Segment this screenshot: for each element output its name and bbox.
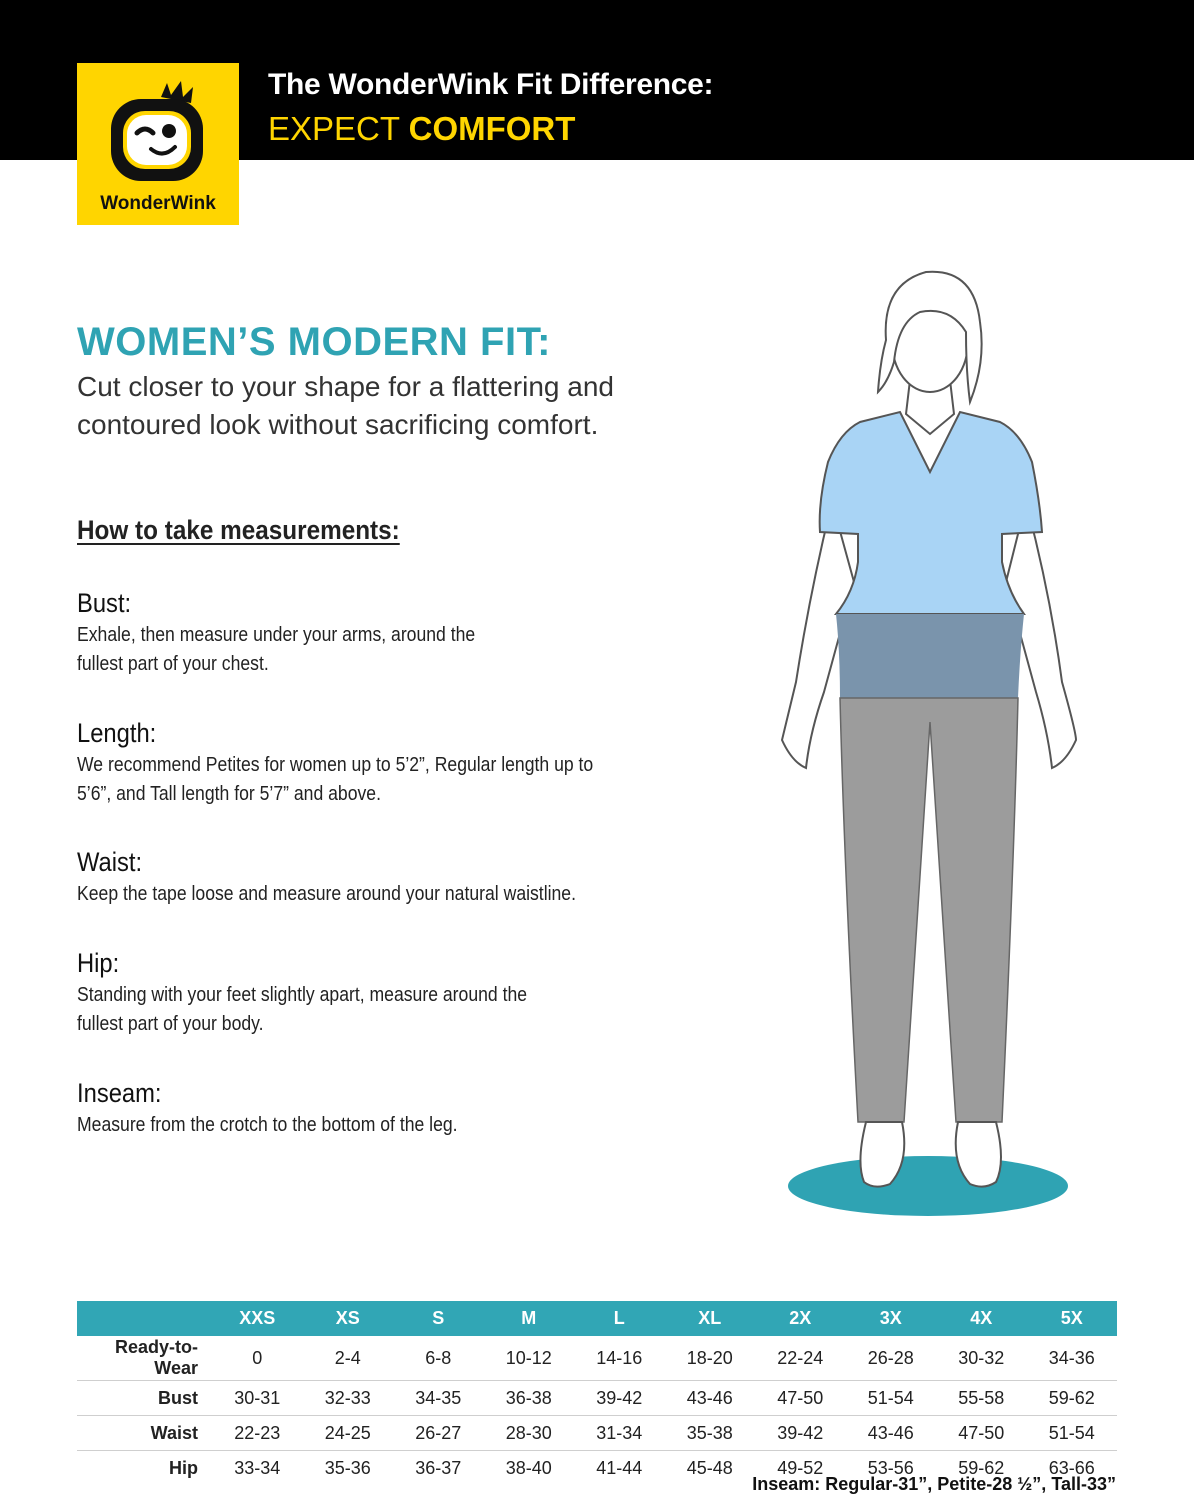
header-subtitle-light: EXPECT: [268, 110, 400, 147]
table-cell: 10-12: [484, 1336, 575, 1381]
table-cell: 36-37: [415, 1457, 462, 1478]
size-header-cell: 3X: [846, 1301, 937, 1336]
row-label: Hip: [169, 1457, 198, 1478]
table-cell: 59-62: [958, 1457, 1005, 1478]
table-row: [77, 1416, 1117, 1451]
size-header-cell: 5X: [1027, 1301, 1118, 1336]
table-cell: 49-52: [777, 1457, 824, 1478]
table-cell: 51-54: [1027, 1416, 1118, 1451]
table-cell: 47-50: [755, 1381, 846, 1416]
table-row: [77, 1381, 1117, 1416]
table-cell: 63-66: [1048, 1457, 1095, 1478]
table-cell: 24-25: [303, 1416, 394, 1451]
measure-heading: Hip:: [77, 948, 120, 978]
table-cell: 53-56: [867, 1457, 914, 1478]
measure-heading: Waist:: [77, 847, 143, 877]
wink-face-icon: [101, 75, 215, 189]
table-cell: 51-54: [846, 1381, 937, 1416]
header-title: The WonderWink Fit Difference:: [268, 68, 714, 101]
table-cell: 22-23: [212, 1416, 303, 1451]
header-subtitle-bold: COMFORT: [408, 110, 576, 147]
measure-inseam: [77, 1078, 697, 1140]
table-cell: 43-46: [665, 1381, 756, 1416]
size-header-row: [77, 1301, 1117, 1336]
logo-text: WonderWink: [100, 193, 216, 214]
table-cell: 26-28: [846, 1336, 937, 1381]
woman-figure-icon: [770, 262, 1090, 1227]
brand-logo: [77, 63, 239, 225]
measure-heading: Inseam:: [77, 1078, 162, 1108]
table-cell: 55-58: [936, 1381, 1027, 1416]
fit-description: Cut closer to your shape for a flattering and contoured look without sacrificing comfort.: [77, 371, 614, 440]
size-header-cell: S: [393, 1301, 484, 1336]
table-cell: 32-33: [303, 1381, 394, 1416]
measure-waist: [77, 847, 697, 909]
row-label: Waist: [77, 1416, 212, 1451]
table-cell: 36-38: [484, 1381, 575, 1416]
row-label: Bust: [77, 1381, 212, 1416]
table-cell: 39-42: [574, 1381, 665, 1416]
size-header-cell: XL: [665, 1301, 756, 1336]
table-cell: 34-35: [393, 1381, 484, 1416]
size-header-cell: XXS: [212, 1301, 303, 1336]
size-chart-table: [77, 1301, 1117, 1485]
measure-length: [77, 718, 697, 809]
size-header-corner: [77, 1301, 212, 1336]
table-cell: 47-50: [936, 1416, 1027, 1451]
table-cell: 6-8: [393, 1336, 484, 1381]
size-header-cell: L: [574, 1301, 665, 1336]
measure-text: Exhale, then measure under your arms, around the fullest part of your chest.: [77, 624, 476, 675]
howto-heading: How to take measurements:: [77, 515, 400, 545]
size-header-cell: 4X: [936, 1301, 1027, 1336]
table-row: [77, 1336, 1117, 1381]
table-cell: 33-34: [234, 1457, 281, 1478]
measure-text: Measure from the crotch to the bottom of the leg.: [77, 1114, 458, 1136]
table-cell: 18-20: [665, 1336, 756, 1381]
table-cell: 35-38: [665, 1416, 756, 1451]
table-cell: 34-36: [1027, 1336, 1118, 1381]
table-cell: 43-46: [846, 1416, 937, 1451]
size-header-cell: 2X: [755, 1301, 846, 1336]
measure-bust: [77, 588, 697, 679]
table-cell: 59-62: [1027, 1381, 1118, 1416]
table-cell: 30-31: [212, 1381, 303, 1416]
inseam-note: Inseam: Regular-31”, Petite-28 ½”, Tall-33”: [752, 1474, 1116, 1494]
table-cell: 41-44: [596, 1457, 643, 1478]
measure-heading: Bust:: [77, 588, 132, 618]
table-cell: 2-4: [303, 1336, 394, 1381]
table-cell: 14-16: [574, 1336, 665, 1381]
table-cell: 39-42: [755, 1416, 846, 1451]
header-subtitle: [268, 110, 575, 148]
table-cell: 35-36: [324, 1457, 371, 1478]
table-cell: 26-27: [393, 1416, 484, 1451]
table-cell: 31-34: [574, 1416, 665, 1451]
table-cell: 45-48: [686, 1457, 733, 1478]
measure-heading: Length:: [77, 718, 157, 748]
table-cell: 38-40: [505, 1457, 552, 1478]
table-cell: 30-32: [936, 1336, 1027, 1381]
size-header-cell: XS: [303, 1301, 394, 1336]
table-cell: 28-30: [484, 1416, 575, 1451]
measure-text: Keep the tape loose and measure around your natural waistline.: [77, 883, 576, 905]
row-label: Ready-to-Wear: [77, 1336, 212, 1381]
fit-title: WOMEN’S MODERN FIT:: [77, 320, 551, 364]
table-cell: 0: [212, 1336, 303, 1381]
measure-hip: [77, 948, 697, 1039]
size-header-cell: M: [484, 1301, 575, 1336]
table-cell: 22-24: [755, 1336, 846, 1381]
measure-text: Standing with your feet slightly apart, measure around the fullest part of your body.: [77, 984, 528, 1035]
measure-text: We recommend Petites for women up to 5’2”, Regular length up to 5’6”, and Tall length for 5’7” and above.: [77, 754, 594, 805]
